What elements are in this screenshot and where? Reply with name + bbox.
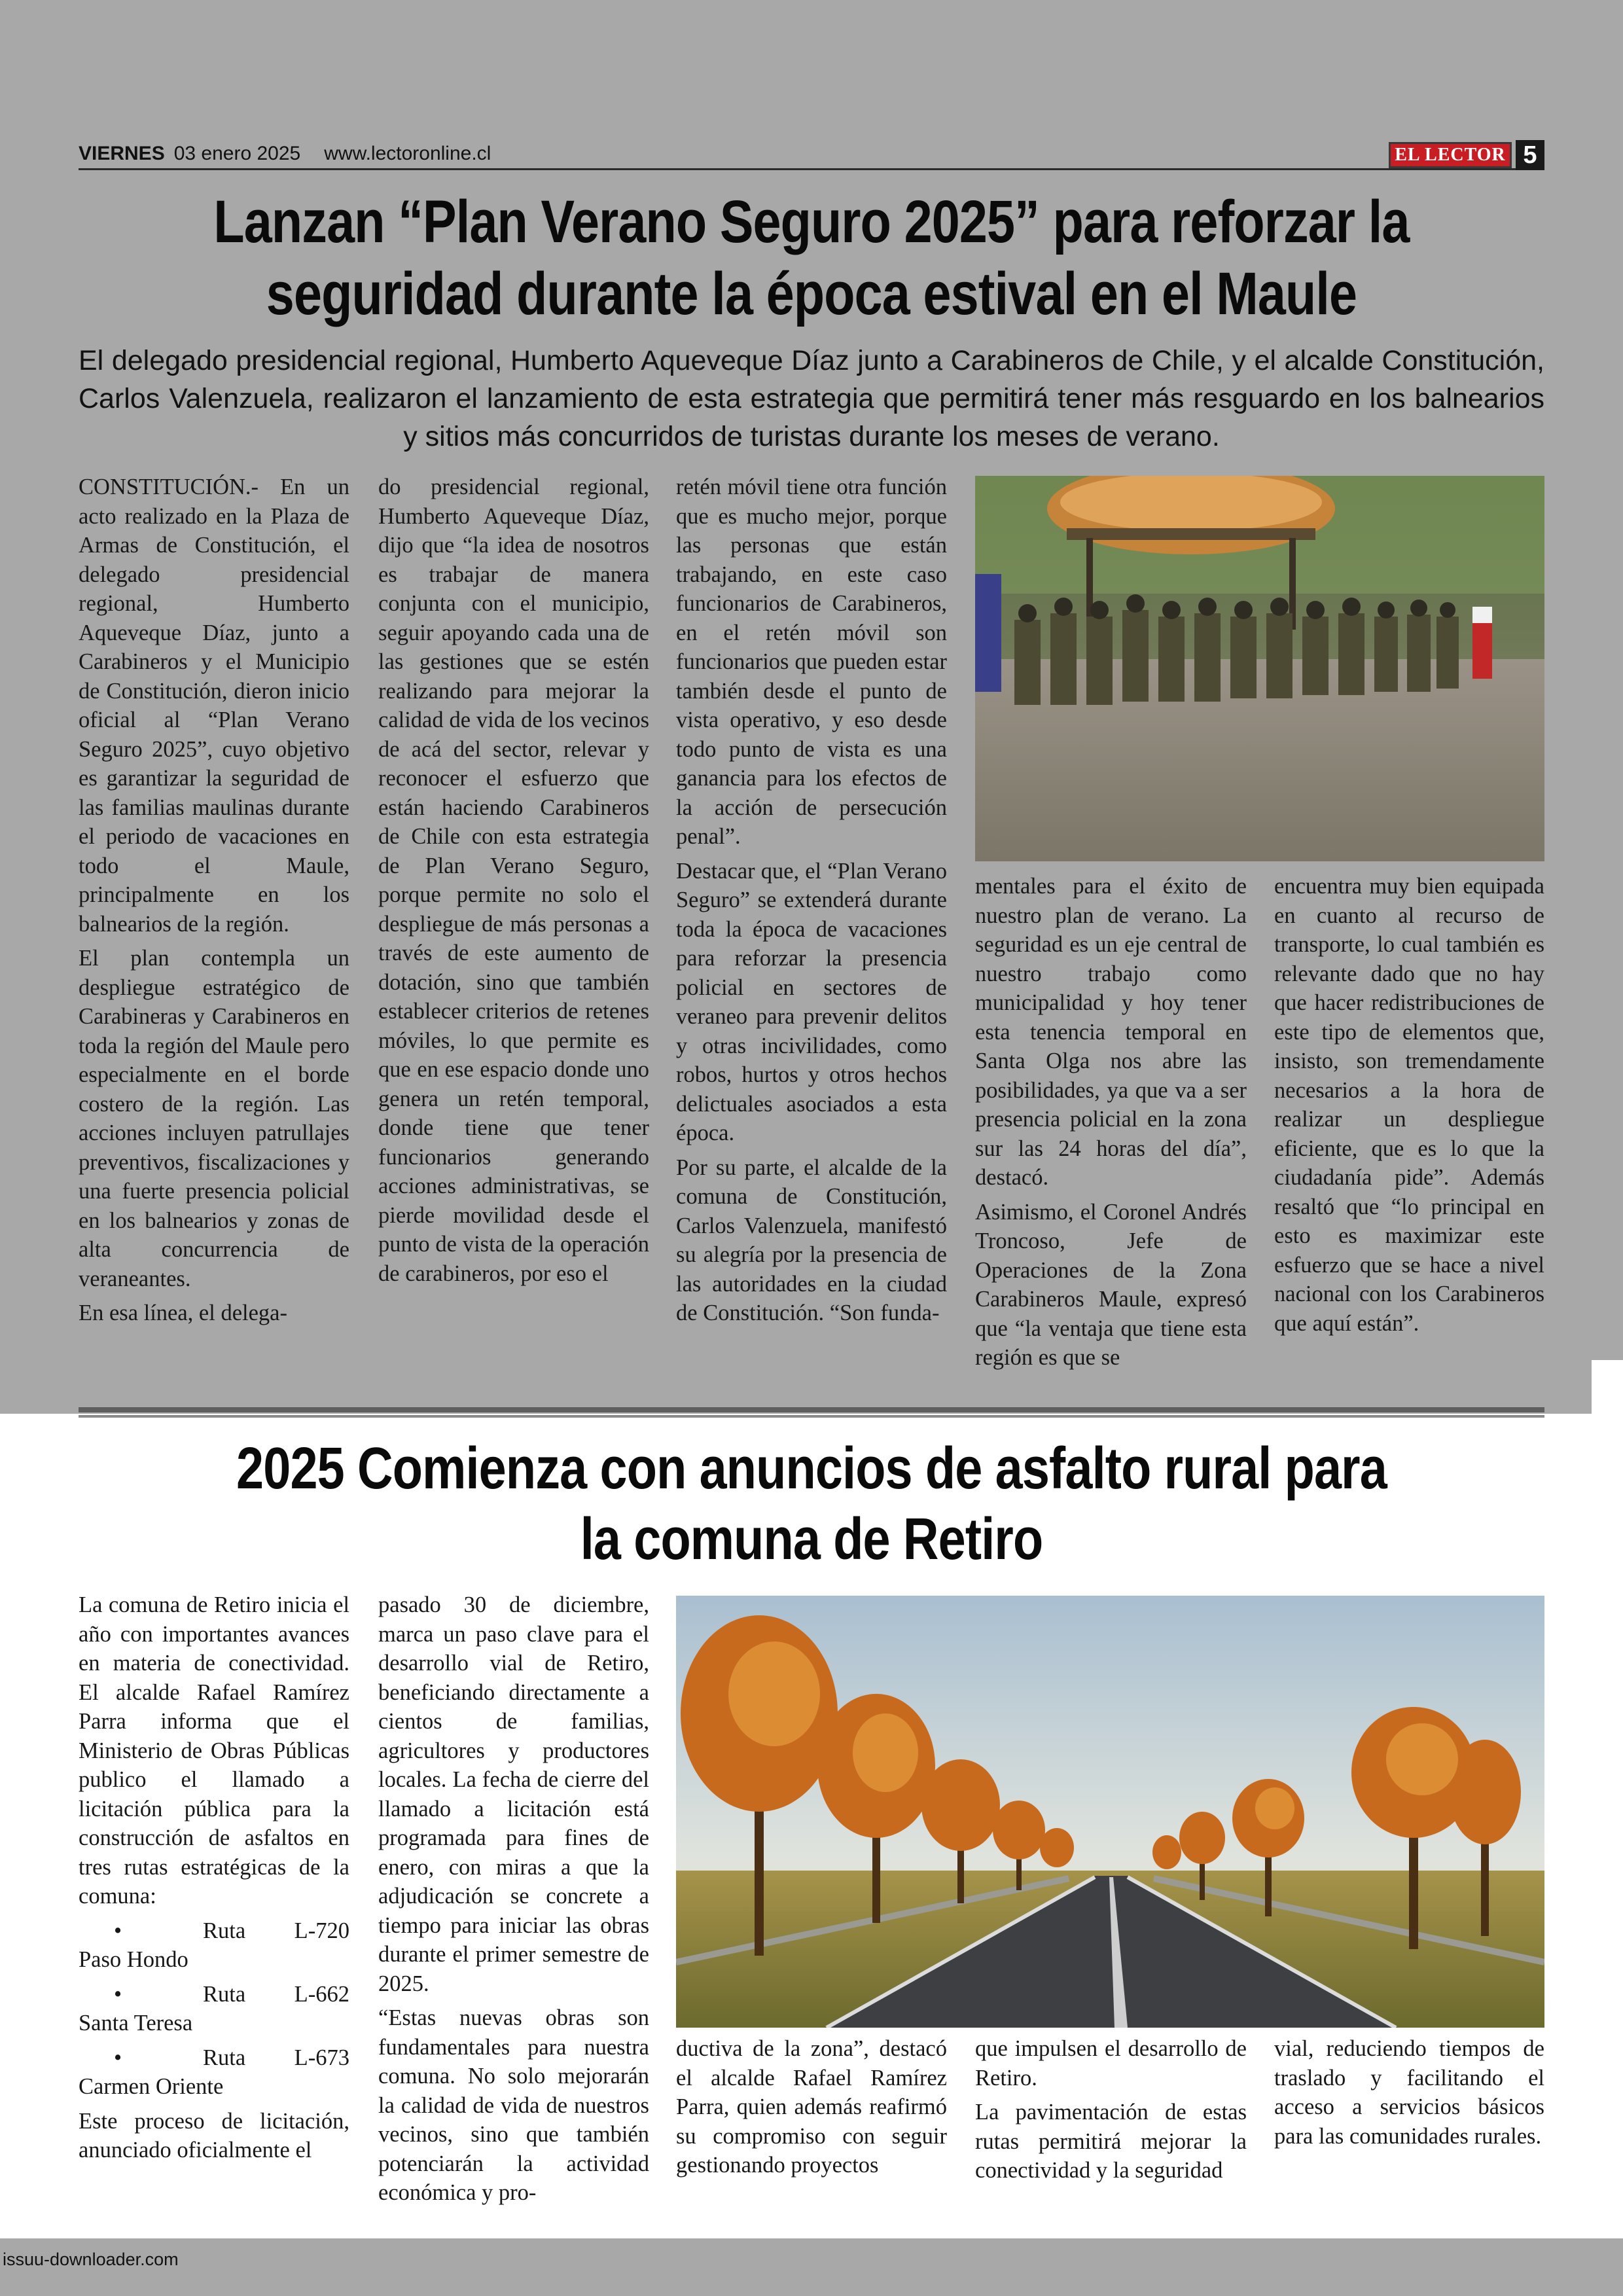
- article2-headline-line1: 2025 Comienza con anuncios de asfalto rural para: [236, 1436, 1387, 1501]
- bullet-dot: •: [113, 1981, 122, 2007]
- article1-headline-line1: Lanzan “Plan Verano Seguro 2025” para reforzar la: [213, 188, 1410, 255]
- article1-column-1: [79, 473, 349, 1328]
- article1-column-5: [1274, 872, 1544, 1338]
- section-divider-thin: [79, 1415, 1544, 1418]
- article1-column-2: [378, 473, 649, 1288]
- header-rule: [79, 168, 1544, 170]
- header-date: 03 enero 2025: [173, 143, 301, 164]
- article1-paragraph: Asimismo, el Coronel Andrés Troncoso, Jefe de Operaciones de la Zona Carabineros Maule, expresó que “la ventaja que tiene esta región es que se: [975, 1199, 1247, 1370]
- article1-column-3: [676, 473, 947, 1328]
- route-place: Santa Teresa: [79, 2011, 193, 2036]
- footer-bar: [0, 2238, 1623, 2296]
- bullet-dot: •: [113, 2045, 122, 2070]
- article2-paragraph: que impulsen el desarrollo de Retiro.: [975, 2036, 1247, 2090]
- article2-paragraph: “Estas nuevas obras son fundamentales para nuestra comuna. No solo mejorarán la calidad de vida de nuestros vecinos, sino que también potenciarán la actividad económica y pro-: [378, 2005, 649, 2205]
- carabineros-photo: [975, 476, 1544, 861]
- route-bullet: [79, 1980, 349, 2009]
- route-code: Ruta L-720: [203, 1918, 349, 1943]
- article2-column-5: [1274, 2034, 1544, 2151]
- article1-paragraph: retén móvil tiene otra función que es mucho mejor, porque las personas que están trabajando, en este caso funcionarios de Carabineros, en el retén móvil son funcionarios que pueden estar también desde el punto de vista operativo, y eso desde todo punto de vista es una ganancia para los efectos de la acción de persecución penal”.: [676, 475, 947, 849]
- rural-road-photo: [676, 1596, 1544, 2028]
- article2-paragraph: Este proceso de licitación, anunciado oficialmente el: [79, 2108, 349, 2162]
- header-day: VIERNES: [79, 143, 165, 164]
- article1-paragraph: do presidencial regional, Humberto Aqueveque Díaz, dijo que “la idea de nosotros es trabajar de manera conjunta con el municipio, seguir apoyando cada una de las gestiones que se estén realizando para mejorar la calidad de vida de los vecinos de acá del sector, relevar y reconocer el esfuerzo que están haciendo Carabineros de Chile con esta estrategia de Plan Verano Seguro, porque permite no solo el despliegue de más personas a través de este aumento de dotación, sino que también establecer criterios de retenes móviles, lo que permite es que en ese espacio donde uno genera un retén temporal, donde tiene que tener funcionarios generando acciones administrativas, se pierde movilidad desde el punto de vista de la operación de carabineros, por eso el: [378, 475, 649, 1286]
- article2-paragraph: La comuna de Retiro inicia el año con importantes avances en materia de conectividad. El alcalde Rafael Ramírez Parra informa que el Ministerio de Obras Públicas publico el llamado a licitación pública para la construcción de asfaltos en tres rutas estratégicas de la comuna:: [79, 1592, 349, 1909]
- article2-column-4: [975, 2034, 1247, 2185]
- route-code: Ruta L-662: [203, 1981, 349, 2007]
- article2-column-3: [676, 2034, 947, 2180]
- article1-paragraph: En esa línea, el delega-: [79, 1300, 287, 1325]
- article1-paragraph: CONSTITUCIÓN.- En un acto realizado en la Plaza de Armas de Constitución, el delegado presidencial regional, Humberto Aqueveque Díaz, junto a Carabineros y el Municipio de Constitución, dieron inicio oficial al “Plan Verano Seguro 2025”, cuyo objetivo es garantizar la seguridad de las familias maulinas durante el periodo de vacaciones en todo el Maule, principalmente en los balnearios de la región.: [79, 475, 349, 937]
- article2-paragraph: pasado 30 de diciembre, marca un paso clave para el desarrollo vial de Retiro, beneficiando directamente a cientos de familias, agricultores y productores locales. La fecha de cierre del llamado a licitación está programada para fines de enero, con miras a que la adjudicación se concrete a tiempo para iniciar las obras durante el primer semestre de 2025.: [378, 1592, 649, 1996]
- article1-deck: El delegado presidencial regional, Humberto Aqueveque Díaz junto a Carabineros de Chile, y el alcalde Constitución, Carlos Valenzuela, realizaron el lanzamiento de esta estrategia que permitirá tener más resguardo en los balnearios y sitios más concurridos de turistas durante los meses de verano.: [79, 345, 1544, 452]
- page-number: 5: [1516, 140, 1544, 170]
- article1-paragraph: Por su parte, el alcalde de la comuna de Constitución, Carlos Valenzuela, manifestó su alegría por la presencia de las autoridades en la ciudad de Constitución. “Son funda-: [676, 1155, 947, 1325]
- article1-headline: [196, 186, 1427, 330]
- section-divider: [79, 1407, 1544, 1412]
- article2-paragraph: vial, reduciendo tiempos de traslado y facilitando el acceso a servicios básicos para las comunidades rurales.: [1274, 2036, 1544, 2149]
- route-bullet: [79, 1916, 349, 1946]
- bullet-dot: •: [113, 1918, 122, 1943]
- route-place: Paso Hondo: [79, 1947, 188, 1972]
- brand-logo: EL LECTOR: [1389, 142, 1512, 168]
- article1-headline-line2: seguridad durante la época estival en el Maule: [266, 260, 1357, 327]
- page-notch: [1592, 1360, 1623, 1414]
- article1-paragraph: Destacar que, el “Plan Verano Seguro” se extenderá durante toda la época de vacaciones para reforzar la presencia policial en sectores de veraneo para prevenir delitos y otras incivilidades, como robos, hurtos y otros hechos delictuales asociados a esta época.: [676, 858, 947, 1145]
- article1-paragraph: mentales para el éxito de nuestro plan de verano. La seguridad es un eje central de nuestro trabajo como municipalidad y hoy tener esta tenencia temporal en Santa Olga nos abre las posibilidades, ya que va a ser presencia policial en la zona sur las 24 horas del día”, destacó.: [975, 874, 1247, 1190]
- article1-paragraph: El plan contempla un despliegue estratégico de Carabineras y Carabineros en toda la región del Maule pero especialmente en el borde costero de la región. Las acciones incluyen patrullajes preventivos, fiscalizaciones y una fuerte presencia policial en los balnearios y zonas de alta concurrencia de veraneantes.: [79, 946, 349, 1291]
- article1-paragraph: encuentra muy bien equipada en cuanto al recurso de transporte, lo cual también es relevante dado que no hay que hacer redistribuciones de este tipo de elementos que, insisto, son tremendamente necesarios a la hora de realizar un despliegue eficiente, que es lo que la ciudadanía pide”. Además resaltó que “lo principal en esto es maximizar este esfuerzo que se hace a nivel nacional con los Carabineros que aquí están”.: [1274, 874, 1544, 1336]
- article2-headline-line2: la comuna de Retiro: [580, 1507, 1043, 1572]
- article2-paragraph: La pavimentación de estas rutas permitirá mejorar la conectividad y la seguridad: [975, 2100, 1247, 2183]
- article2-column-2: [378, 1590, 649, 2208]
- article2-headline: [196, 1433, 1427, 1575]
- route-place: Carmen Oriente: [79, 2074, 224, 2099]
- route-bullet: [79, 2043, 349, 2073]
- article2-column-1: [79, 1590, 349, 2165]
- article2-paragraph: ductiva de la zona”, destacó el alcalde Rafael Ramírez Parra, quien además reafirmó su compromiso con seguir gestionando proyectos: [676, 2036, 947, 2178]
- footer-watermark[interactable]: issuu-downloader.com: [3, 2250, 179, 2269]
- route-code: Ruta L-673: [203, 2045, 349, 2070]
- header-url[interactable]: www.lectoronline.cl: [324, 143, 491, 164]
- page-header: [79, 143, 491, 165]
- article1-column-4: [975, 872, 1247, 1372]
